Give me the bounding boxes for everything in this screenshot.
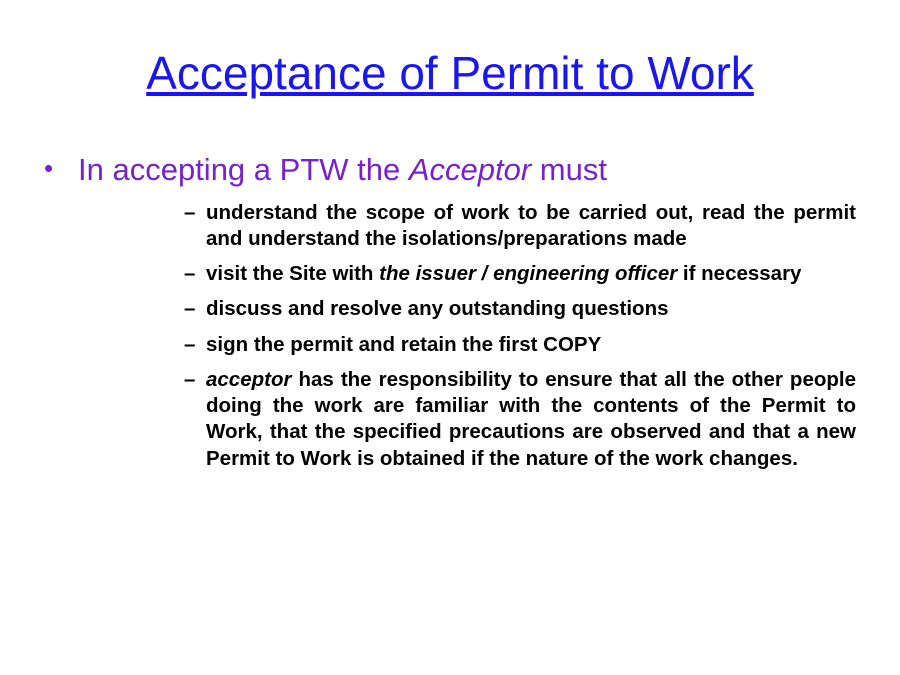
- list-item-text: [206, 261, 856, 287]
- dash-icon: –: [184, 297, 196, 321]
- dash-icon: –: [184, 367, 196, 391]
- list-item-text-part: discuss and resolve any outstanding questions: [206, 297, 669, 321]
- list-item-text-part: has the responsibility to ensure that all the other people doing the work are familiar with the contents of the Permit to Work, that the specified precautions are observed and that a new Permit to Work is obtained if the nature of the work changes.: [206, 367, 856, 470]
- bullet-icon: •: [44, 153, 54, 183]
- list-item-text-part: if necessary: [677, 262, 802, 286]
- list-item: [184, 296, 856, 322]
- list-item-text-part: visit the Site with: [206, 262, 380, 286]
- list-item-text: [206, 367, 856, 472]
- list-item-text-emphasis: acceptor: [206, 367, 292, 391]
- slide-body: [44, 152, 874, 481]
- list-item: [184, 367, 856, 472]
- list-item-text-part: sign the permit and retain the first COPY: [206, 332, 602, 356]
- list-item: [184, 200, 856, 252]
- list-item: [184, 332, 856, 358]
- level1-text-after: must: [531, 152, 607, 187]
- list-item-text: [206, 200, 856, 252]
- list-item-text-part: understand the scope of work to be carried out, read the permit and understand the isolations/preparations made: [206, 200, 856, 250]
- level1-text-before: In accepting a PTW the: [78, 152, 409, 187]
- dash-icon: –: [184, 262, 196, 286]
- level1-text: [78, 152, 874, 188]
- list-item: [184, 261, 856, 287]
- level1-text-italic: Acceptor: [408, 152, 532, 187]
- list-item-text: [206, 332, 856, 358]
- sub-bullet-list: [184, 200, 856, 472]
- dash-icon: –: [184, 200, 196, 224]
- page-title: Acceptance of Permit to Work: [146, 47, 754, 99]
- list-item-text: [206, 296, 856, 322]
- dash-icon: –: [184, 332, 196, 356]
- list-item-text-emphasis: the issuer / engineering officer: [379, 262, 678, 286]
- level1-bullet-item: [44, 152, 874, 188]
